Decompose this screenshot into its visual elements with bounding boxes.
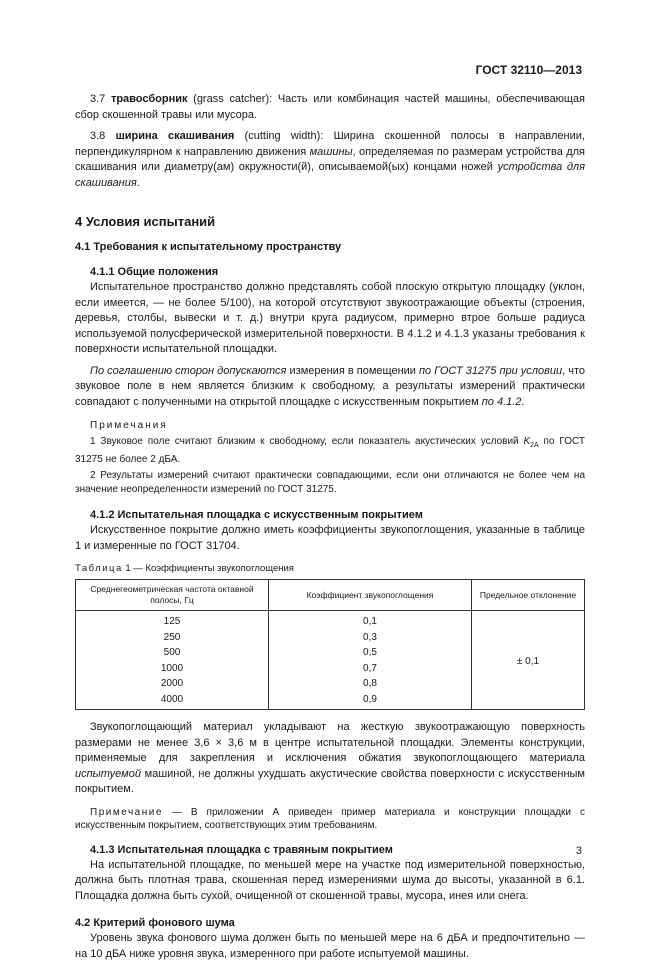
- coefficient-cell: 0,1: [269, 611, 472, 630]
- italic-text: испытуемой: [75, 767, 141, 780]
- coefficient-cell: 0,8: [269, 676, 472, 692]
- italic-text: По соглашению сторон допускаются: [90, 364, 287, 377]
- term-name: травосборник: [110, 93, 188, 105]
- term-definition: : Часть или комбинация частей машины, обеспечивающая сбор скошенной травы или мусора.: [75, 93, 585, 121]
- term-3-7: [75, 92, 585, 123]
- term-number: 3.7: [90, 93, 106, 105]
- term-definition: , определяемая по размерам устройства для скашивания или диаметру(ам) окружности(й), описываемой(ых) концами ножей: [75, 145, 585, 173]
- frequency-cell: 1000: [76, 661, 269, 677]
- text: .: [521, 395, 525, 408]
- section-4-1-heading: 4.1 Требования к испытательному пространству: [75, 241, 342, 253]
- frequency-cell: 2000: [76, 676, 269, 692]
- table-caption: [75, 562, 585, 575]
- paragraph-4-1-1-a: Испытательное пространство должно представлять собой плоскую открытую площадку (уклон, если имеется, — не более 5/100), на которой отсутствуют звукоотражающие объекты (строения, деревья, столбы, вывески и т. д.) внутри круга радиусом, примерно втрое больше радиуса используемой полусферической измерительной поверхности. В 4.1.2 и 4.1.3 указаны требования к поверхности испытательной площадки.: [75, 281, 585, 355]
- section-4-2-heading: 4.2 Критерий фонового шума: [75, 917, 235, 929]
- term-3-8: [75, 129, 585, 191]
- term-english: (cutting width): [244, 130, 321, 142]
- note-label: Примечание: [90, 806, 163, 818]
- italic-text: по ГОСТ 31275 при условии: [419, 364, 563, 377]
- column-header-tolerance: Предельное отклонение: [472, 580, 585, 611]
- term-definition-italic: машины: [309, 145, 353, 158]
- text: 1 Звуковое поле считают близким к свободному, если показатель акустических условий: [90, 436, 524, 447]
- note-text: — В приложении А приведен пример материала и конструкции площадки с искусственным покрытием, соответствующих этим требованиям.: [75, 806, 585, 831]
- term-definition-italic: устройства для скашивания: [75, 161, 586, 189]
- text: , что звуковое поле в нем является близким к свободному, а результаты измерений практически совпадают с полученными на открытой площадке с искусственным покрытием: [75, 364, 585, 408]
- page-content: [75, 92, 585, 962]
- coefficient-cell: 0,5: [269, 645, 472, 661]
- paragraph-4-1-2-a: Искусственное покрытие должно иметь коэффициенты звукопоглощения, указанные в таблице 1 и измеренные по ГОСТ 31704.: [75, 524, 585, 552]
- subscript: 2A: [530, 442, 539, 449]
- coefficient-cell: 0,9: [269, 692, 472, 710]
- note-4-1-2: [75, 806, 585, 833]
- paragraph-4-1-1-b: [75, 364, 585, 411]
- caption-label: Таблица: [75, 563, 123, 574]
- term-english: (grass catcher): [193, 93, 270, 105]
- text: Звукопоглощающий материал укладывают на жесткую звукоотражающую поверхность размерами не менее 3,6 × 3,6 м в центре испытательной площадки. Элементы конструкции, применяемые для закрепления и исключения обжатия звукопоглощающего материала: [75, 721, 585, 764]
- section-4-1-1-heading: 4.1.1 Общие положения: [90, 266, 219, 278]
- caption-text: 1 — Коэффициенты звукопоглощения: [122, 563, 294, 574]
- document-code: ГОСТ 32110—2013: [475, 63, 582, 77]
- term-number: 3.8: [90, 130, 106, 142]
- section-4-1-3-heading: 4.1.3 Испытательная площадка с травяным покрытием: [90, 843, 393, 856]
- term-definition: : Ширина скошенной полосы в направлении, перпендикулярном к направлению движения: [75, 130, 585, 158]
- italic-text: по 4.1.2: [481, 395, 522, 408]
- term-definition: .: [136, 176, 140, 189]
- absorption-table: [75, 579, 585, 710]
- text: по ГОСТ 31275 не более 2 дБА.: [75, 436, 585, 465]
- notes-heading: Примечания: [90, 420, 168, 431]
- paragraph-4-1-2-b: [75, 720, 585, 798]
- symbol-k: K: [523, 436, 531, 447]
- paragraph-4-2: Уровень звука фонового шума должен быть по меньшей мере на 6 дБА и предпочтительно — на 10 дБА ниже уровня звука, измеренного при работе испытуемой машины.: [75, 932, 585, 960]
- section-4-1-2-heading: 4.1.2 Испытательная площадка с искусственным покрытием: [90, 509, 423, 521]
- frequency-cell: 125: [76, 611, 269, 630]
- tolerance-cell: ± 0,1: [472, 611, 585, 710]
- table-row: [76, 611, 585, 630]
- column-header-frequency: Среднегеометрическая частота октавной полосы, Гц: [76, 580, 269, 611]
- note-1: [75, 435, 585, 466]
- text: машиной, не должны ухудшать акустические свойства поверхности с искусственным покрытием.: [75, 767, 585, 795]
- coefficient-cell: 0,3: [269, 630, 472, 646]
- page-number: 3: [575, 845, 582, 857]
- coefficient-cell: 0,7: [269, 661, 472, 677]
- frequency-cell: 500: [76, 645, 269, 661]
- frequency-cell: 250: [76, 630, 269, 646]
- column-header-coefficient: Коэффициент звукопоглощения: [269, 580, 472, 611]
- note-2: 2 Результаты измерений считают практически совпадающими, если они отличаются не более чем на значение неопределенности измерений по ГОСТ 31275.: [75, 470, 585, 495]
- paragraph-4-1-3: На испытательной площадке, по меньшей мере на участке под измерительной поверхностью, должна быть плотная трава, скошенная перед измерениями шума до высоты, указанной в 6.1. Площадка должна быть сухой, очищенной от скошенной травы, мусора, инея или снега.: [75, 858, 585, 902]
- text: измерения в помещении: [286, 364, 419, 377]
- frequency-cell: 4000: [76, 692, 269, 710]
- term-name: ширина скашивания: [115, 130, 235, 142]
- section-4-heading: 4 Условия испытаний: [75, 214, 216, 229]
